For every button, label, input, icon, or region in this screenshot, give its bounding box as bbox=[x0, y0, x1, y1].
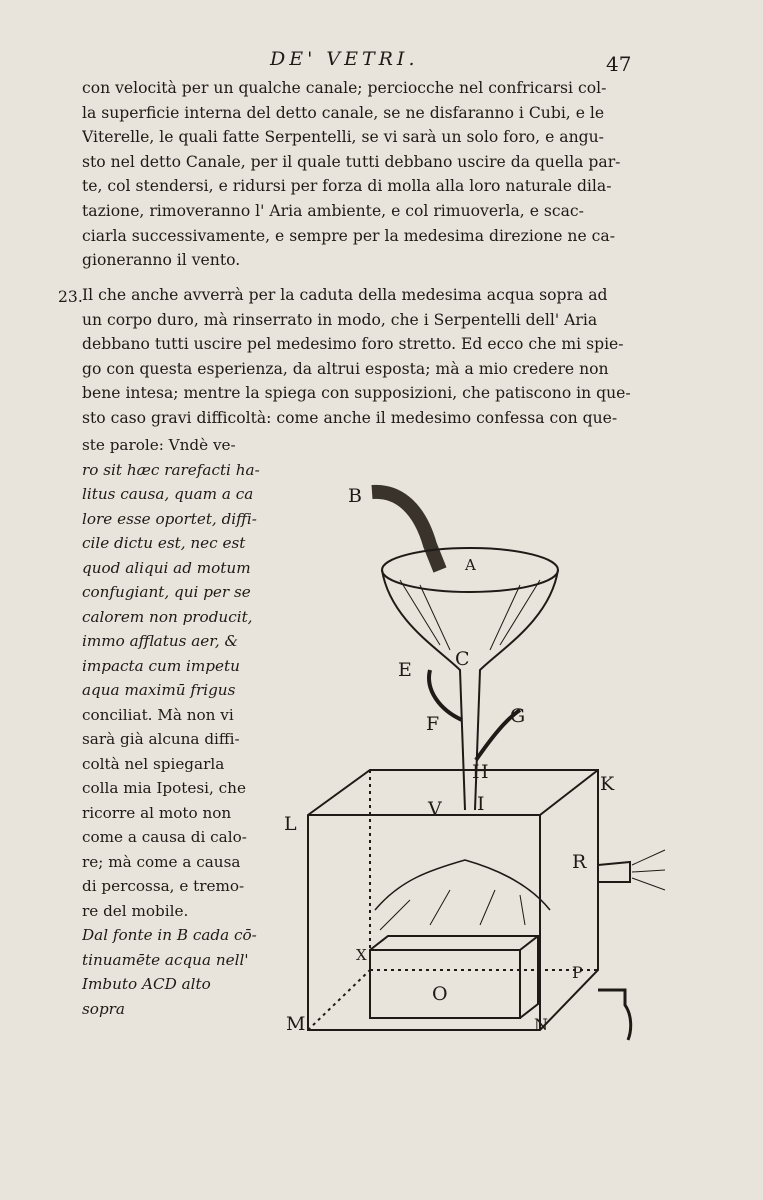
label-c: C bbox=[455, 648, 470, 670]
label-h: H bbox=[472, 761, 489, 783]
text-line: Dal fonte in B cada cō- bbox=[82, 926, 257, 944]
text-line: tazione, rimoveranno l' Aria ambiente, e col rimuoverla, e scac- bbox=[82, 201, 584, 220]
text-line: sopra bbox=[82, 999, 125, 1018]
text-line: impacta cum impetu bbox=[82, 656, 240, 675]
funnel-box-illustration bbox=[280, 470, 670, 1050]
box-edge bbox=[540, 770, 598, 815]
text-line: re del mobile. bbox=[82, 901, 189, 920]
label-r: R bbox=[572, 851, 587, 873]
air-jet bbox=[632, 850, 665, 890]
text-line: colla mia Ipotesi, che bbox=[82, 779, 246, 797]
paragraph-continued bbox=[82, 76, 657, 273]
side-column-text bbox=[82, 433, 288, 1021]
text-line: calorem non producit, bbox=[82, 607, 253, 626]
outlet-r bbox=[598, 862, 630, 882]
label-g: G bbox=[510, 705, 526, 727]
label-e: E bbox=[398, 659, 412, 681]
label-p: P bbox=[572, 963, 583, 982]
running-title: DE' VETRI. bbox=[270, 48, 419, 70]
label-b: B bbox=[348, 485, 362, 507]
label-o: O bbox=[432, 983, 448, 1005]
text-line: ste parole: Vndè ve- bbox=[82, 436, 236, 454]
text-line: confugiant, qui per se bbox=[82, 583, 251, 601]
water-splash bbox=[375, 860, 550, 910]
text-line: bene intesa; mentre la spiega con supposizioni, che patiscono in que- bbox=[82, 384, 631, 403]
apparatus-figure bbox=[280, 470, 670, 1050]
paragraph-23 bbox=[82, 283, 657, 431]
funnel-left bbox=[382, 570, 465, 810]
label-l: L bbox=[284, 813, 297, 835]
text-line: con velocità per un qualche canale; percioсche nel confricarsi col- bbox=[82, 79, 607, 97]
text-line: lore esse oportet, diffi- bbox=[82, 509, 257, 528]
water-stream bbox=[372, 492, 440, 570]
text-line: go con questa esperienza, da altrui esposta; mà a mio credere non bbox=[82, 359, 609, 378]
text-line: sarà già alcuna diffi- bbox=[82, 730, 240, 748]
label-k: K bbox=[600, 773, 615, 795]
label-i: I bbox=[477, 793, 485, 815]
label-n: N bbox=[534, 1015, 548, 1034]
text-line: sto nel detto Canale, per il quale tutti debbano uscire da quella par- bbox=[82, 152, 621, 171]
text-line: re; mà come a causa bbox=[82, 852, 241, 871]
text-line: tinuamēte acqua nell' bbox=[82, 950, 249, 969]
label-m: M bbox=[286, 1013, 306, 1035]
text-line: aqua maximū frigus bbox=[82, 681, 236, 699]
text-line: come a causa di calo- bbox=[82, 828, 247, 846]
text-line: ro sit hæc rarefacti ha- bbox=[82, 460, 260, 479]
text-line: debbano tutti uscire pel medesimo foro stretto. Ed ecco che mi spie- bbox=[82, 335, 624, 354]
text-line: immo afflatus aer, & bbox=[82, 632, 239, 650]
box-hidden-diag bbox=[308, 970, 370, 1030]
splash-strokes bbox=[380, 890, 525, 930]
label-v: V bbox=[428, 798, 442, 820]
text-line: un corpo duro, mà rinserrato in modo, che i Serpentelli dell' Aria bbox=[82, 310, 598, 329]
block-o-top bbox=[370, 936, 538, 1018]
text-line: gioneranno il vento. bbox=[82, 251, 241, 270]
label-f: F bbox=[426, 713, 440, 735]
text-line: Viterelle, le quali fatte Serpentelli, se vi sarà un solo foro, e angu- bbox=[82, 128, 604, 147]
label-x: X bbox=[356, 946, 367, 964]
text-line: coltà nel spiegarla bbox=[82, 754, 225, 773]
text-line: conciliat. Mà non vi bbox=[82, 705, 234, 724]
text-line: la superficie interna del detto canale, se ne disfaranno i Cubi, e le bbox=[82, 103, 605, 122]
text-line: sto caso gravi difficoltà: come anche il medesimo confessa con que- bbox=[82, 408, 618, 427]
text-line: te, col stendersi, e ridursi per forza di molla alla loro naturale dila- bbox=[82, 177, 612, 196]
text-line: Imbuto ACD alto bbox=[82, 975, 211, 993]
label-a: A bbox=[465, 556, 476, 574]
text-line: di percossa, e tremo- bbox=[82, 877, 245, 895]
section-number: 23. bbox=[58, 288, 83, 306]
box-outline bbox=[308, 770, 598, 1030]
outlet-p bbox=[598, 990, 631, 1040]
text-line: ciarla successivamente, e sempre per la medesima direzione ne ca- bbox=[82, 226, 615, 245]
text-line: cile dictu est, nec est bbox=[82, 534, 246, 552]
text-line: Il che anche avverrà per la caduta della medesima acqua sopra ad bbox=[82, 286, 608, 304]
funnel-hatching bbox=[400, 580, 540, 650]
text-line: ricorre al moto non bbox=[82, 803, 232, 822]
text-line: quod aliqui ad motum bbox=[82, 558, 251, 577]
text-line: litus causa, quam a ca bbox=[82, 485, 254, 503]
page-number: 47 bbox=[606, 52, 632, 76]
